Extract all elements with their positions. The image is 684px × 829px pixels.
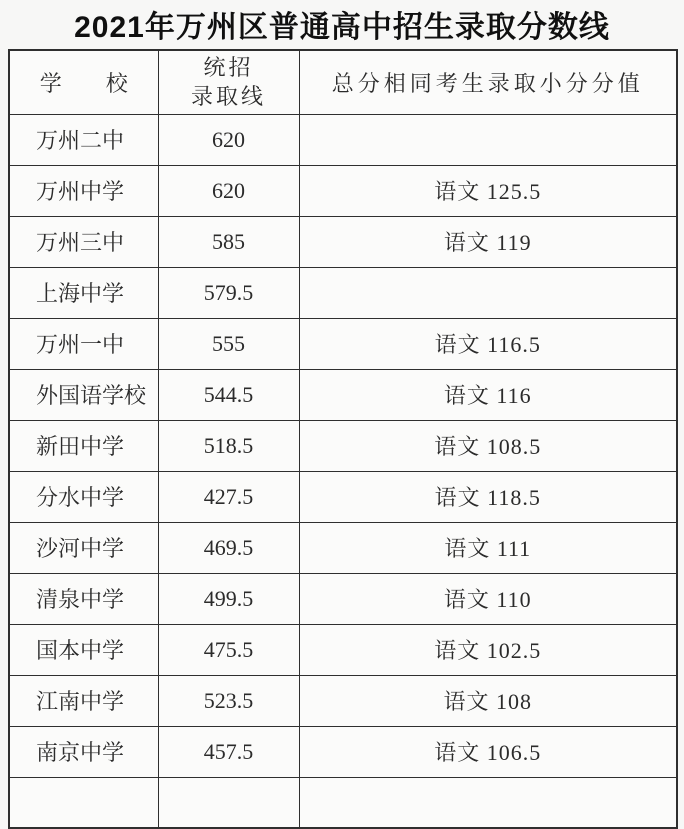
table-row [9, 471, 677, 522]
table-row [9, 165, 677, 216]
score-cell-empty [158, 777, 299, 828]
table-row [9, 726, 677, 777]
school-cell: 万州一中 [9, 318, 158, 369]
school-cell: 国本中学 [9, 624, 158, 675]
header-admission-line-word1: 统招 [203, 55, 254, 81]
table-row [9, 675, 677, 726]
table-row [9, 369, 677, 420]
school-cell: 万州三中 [9, 216, 158, 267]
school-cell: 清泉中学 [9, 573, 158, 624]
score-cell: 579.5 [158, 267, 299, 318]
table-header [9, 50, 677, 114]
subscore-cell: 语文 110 [299, 573, 677, 624]
table-body [9, 114, 677, 777]
subscore-cell: 语文 102.5 [299, 624, 677, 675]
page-title: 2021年万州区普通高中招生录取分数线 [74, 11, 610, 44]
subscore-cell: 语文 111 [299, 522, 677, 573]
score-cell: 620 [158, 165, 299, 216]
school-cell: 南京中学 [9, 726, 158, 777]
score-cell: 475.5 [158, 624, 299, 675]
subscore-cell: 语文 116 [299, 369, 677, 420]
score-cell: 620 [158, 114, 299, 165]
subscore-cell: 语文 125.5 [299, 165, 677, 216]
score-cell: 555 [158, 318, 299, 369]
table-row [9, 216, 677, 267]
school-cell: 万州中学 [9, 165, 158, 216]
school-cell: 万州二中 [9, 114, 158, 165]
table-row [9, 267, 677, 318]
school-cell: 新田中学 [9, 420, 158, 471]
header-admission-line [158, 50, 299, 114]
score-cell: 544.5 [158, 369, 299, 420]
score-table [8, 49, 678, 829]
header-school: 学 校 [9, 50, 158, 114]
header-admission-line-word2: 录取线 [190, 84, 266, 110]
school-cell: 沙河中学 [9, 522, 158, 573]
score-cell: 427.5 [158, 471, 299, 522]
subscore-cell-empty [299, 777, 677, 828]
subscore-cell [299, 114, 677, 165]
score-cell: 585 [158, 216, 299, 267]
table-row-partial [9, 777, 677, 828]
school-cell-empty [9, 777, 158, 828]
subscore-cell: 语文 108.5 [299, 420, 677, 471]
score-cell: 523.5 [158, 675, 299, 726]
subscore-cell: 语文 106.5 [299, 726, 677, 777]
table-row [9, 624, 677, 675]
table-footer [9, 777, 677, 828]
table-row [9, 573, 677, 624]
subscore-cell: 语文 108 [299, 675, 677, 726]
table-row [9, 114, 677, 165]
score-cell: 499.5 [158, 573, 299, 624]
subscore-cell: 语文 116.5 [299, 318, 677, 369]
subscore-cell: 语文 118.5 [299, 471, 677, 522]
subscore-cell: 语文 119 [299, 216, 677, 267]
score-cell: 457.5 [158, 726, 299, 777]
school-cell: 外国语学校 [9, 369, 158, 420]
school-cell: 分水中学 [9, 471, 158, 522]
score-cell: 469.5 [158, 522, 299, 573]
header-row [9, 50, 677, 114]
school-cell: 江南中学 [9, 675, 158, 726]
score-cell: 518.5 [158, 420, 299, 471]
table-row [9, 420, 677, 471]
header-subscore: 总分相同考生录取小分分值 [299, 50, 677, 114]
table-row [9, 522, 677, 573]
school-cell: 上海中学 [9, 267, 158, 318]
table-row [9, 318, 677, 369]
subscore-cell [299, 267, 677, 318]
